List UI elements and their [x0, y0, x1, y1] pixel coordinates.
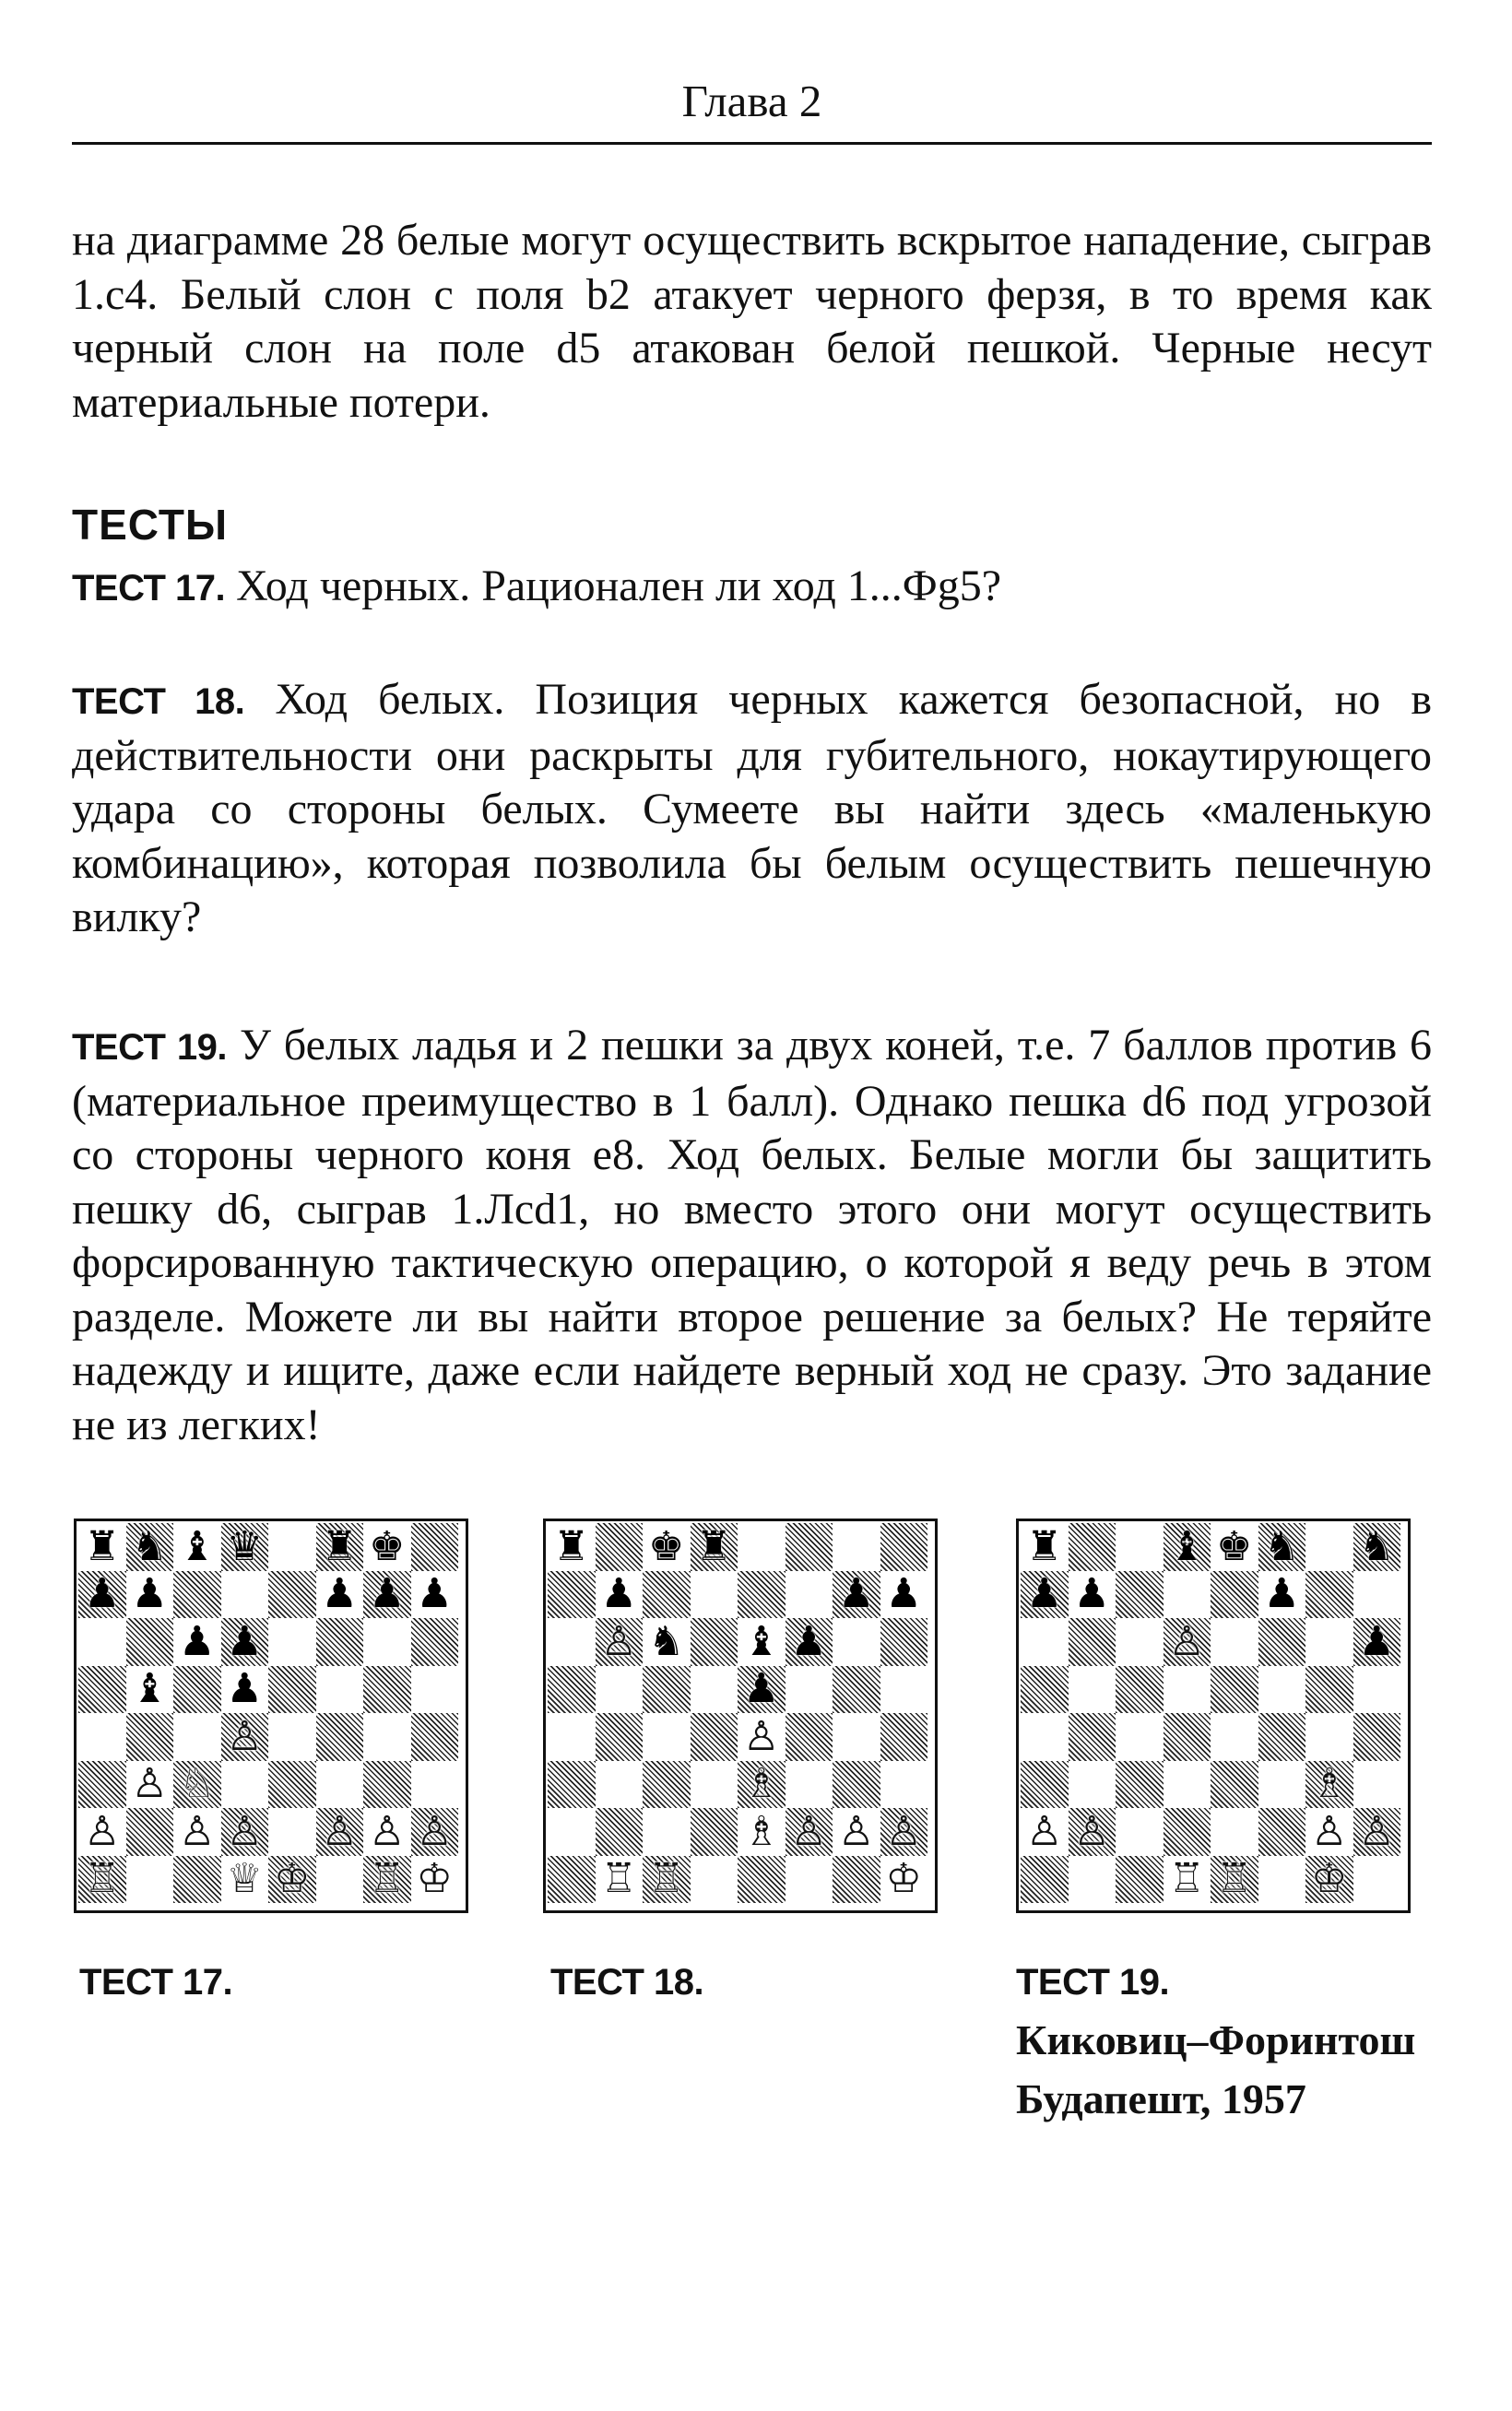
- board-square: [548, 1761, 596, 1809]
- board-square: [1021, 1856, 1069, 1904]
- board-square: [1069, 1713, 1116, 1761]
- board-square: [1164, 1666, 1211, 1714]
- board-square: [1305, 1523, 1353, 1571]
- white-rook-icon: ♖: [1168, 1855, 1205, 1903]
- white-pawn-icon: ♙: [1358, 1807, 1395, 1855]
- board-square: [643, 1713, 691, 1761]
- black-rook-icon: ♜: [553, 1522, 590, 1570]
- board-square: [1353, 1808, 1401, 1856]
- black-king-icon: ♚: [369, 1522, 406, 1570]
- white-pawn-icon: ♙: [416, 1807, 453, 1855]
- board-square: [786, 1666, 833, 1714]
- board-square: [786, 1713, 833, 1761]
- board-square: [880, 1618, 928, 1666]
- white-rook-icon: ♖: [648, 1855, 685, 1903]
- board-square: [1353, 1666, 1401, 1714]
- board-square: [833, 1618, 880, 1666]
- board-square: [548, 1666, 596, 1714]
- board-square: [173, 1523, 221, 1571]
- board-square: [126, 1856, 174, 1904]
- board-square: [691, 1523, 738, 1571]
- board-square: [738, 1761, 786, 1809]
- board-square: [738, 1571, 786, 1619]
- board-square: [78, 1618, 126, 1666]
- board-square: [363, 1571, 411, 1619]
- black-pawn-icon: ♟: [416, 1570, 453, 1618]
- board-square: [1164, 1571, 1211, 1619]
- chess-board: [78, 1523, 458, 1903]
- black-bishop-icon: ♝: [179, 1522, 216, 1570]
- white-pawn-icon: ♙: [885, 1807, 922, 1855]
- board-square: [173, 1761, 221, 1809]
- board-square: [126, 1618, 174, 1666]
- white-pawn-icon: ♙: [84, 1807, 121, 1855]
- diagram-caption-test-19: ТЕСТ 19.: [1016, 1962, 1170, 2003]
- board-square: [221, 1713, 269, 1761]
- board-square: [738, 1666, 786, 1714]
- board-square: [1353, 1571, 1401, 1619]
- black-rook-icon: ♜: [695, 1522, 732, 1570]
- board-square: [833, 1713, 880, 1761]
- board-square: [548, 1808, 596, 1856]
- board-square: [221, 1666, 269, 1714]
- board-square: [363, 1856, 411, 1904]
- board-square: [1305, 1808, 1353, 1856]
- board-square: [1353, 1761, 1401, 1809]
- board-square: [126, 1713, 174, 1761]
- board-square: [1305, 1666, 1353, 1714]
- board-square: [411, 1666, 459, 1714]
- board-square: [1021, 1761, 1069, 1809]
- board-square: [786, 1808, 833, 1856]
- black-king-icon: ♚: [1216, 1522, 1253, 1570]
- board-square: [1069, 1618, 1116, 1666]
- board-square: [880, 1571, 928, 1619]
- test-18-paragraph: [72, 673, 1432, 945]
- board-square: [268, 1523, 316, 1571]
- board-square: [548, 1856, 596, 1904]
- board-square: [126, 1666, 174, 1714]
- board-square: [1164, 1713, 1211, 1761]
- board-square: [596, 1856, 644, 1904]
- game-place-year: Будапешт, 1957: [1016, 2075, 1306, 2122]
- white-rook-icon: ♖: [600, 1855, 637, 1903]
- intro-text: на диаграмме 28 белые могут осуществить вскрытое нападение, сыграв 1.c4. Белый слон с поля b2 атакует черного ферзя, в то время как черный слон на поле d5 атакован белой пешкой. Черные несут материальные потери.: [72, 216, 1432, 427]
- board-square: [1258, 1761, 1306, 1809]
- black-pawn-icon: ♟: [131, 1570, 168, 1618]
- chess-diagram-test-17: [74, 1519, 468, 1913]
- white-bishop-icon: ♗: [1311, 1760, 1348, 1808]
- board-square: [738, 1713, 786, 1761]
- test-19-label: ТЕСТ 19.: [72, 1027, 228, 1068]
- black-bishop-icon: ♝: [743, 1617, 780, 1665]
- test-18-label: ТЕСТ 18.: [72, 681, 245, 722]
- black-king-icon: ♚: [648, 1522, 685, 1570]
- test-19-text: У белых ладья и 2 пешки за двух коней, т.е. 7 баллов против 6 (материальное преимущество в 1 балл). Однако пешка d6 под угрозой со стороны черного коня e8. Ход белых. Белые могли бы защитить пешку d6, сыграв 1.Лcd1, но вместо этого они могут осуществить форсированную тактическую операцию, о которой я веду речь в этом разделе. Можете ли вы найти второе решение за белых? Не теряйте надежду и ищите, даже если найдете верный ход не сразу. Это задание не из легких!: [72, 1021, 1433, 1449]
- board-square: [173, 1856, 221, 1904]
- intro-paragraph: [72, 214, 1432, 430]
- board-square: [1258, 1523, 1306, 1571]
- black-pawn-icon: ♟: [179, 1617, 216, 1665]
- board-square: [643, 1618, 691, 1666]
- white-pawn-icon: ♙: [838, 1807, 875, 1855]
- white-bishop-icon: ♗: [743, 1807, 780, 1855]
- board-square: [221, 1571, 269, 1619]
- black-bishop-icon: ♝: [1168, 1522, 1205, 1570]
- board-square: [548, 1571, 596, 1619]
- board-square: [268, 1713, 316, 1761]
- black-pawn-icon: ♟: [1263, 1570, 1300, 1618]
- white-pawn-icon: ♙: [1168, 1617, 1205, 1665]
- board-square: [411, 1618, 459, 1666]
- board-square: [1021, 1713, 1069, 1761]
- board-square: [1305, 1618, 1353, 1666]
- board-square: [596, 1666, 644, 1714]
- white-pawn-icon: ♙: [600, 1617, 637, 1665]
- board-square: [1069, 1523, 1116, 1571]
- board-square: [1116, 1713, 1164, 1761]
- board-square: [411, 1523, 459, 1571]
- board-square: [78, 1808, 126, 1856]
- board-square: [316, 1856, 364, 1904]
- chess-board: [1021, 1523, 1400, 1903]
- white-king-icon: ♔: [1311, 1855, 1348, 1903]
- board-square: [1069, 1666, 1116, 1714]
- diagram-caption-test-18: ТЕСТ 18.: [550, 1962, 704, 2003]
- black-pawn-icon: ♟: [885, 1570, 922, 1618]
- board-square: [363, 1761, 411, 1809]
- board-square: [78, 1666, 126, 1714]
- black-pawn-icon: ♟: [321, 1570, 358, 1618]
- board-square: [1069, 1808, 1116, 1856]
- board-square: [126, 1761, 174, 1809]
- board-square: [363, 1523, 411, 1571]
- white-pawn-icon: ♙: [790, 1807, 827, 1855]
- board-square: [1211, 1571, 1258, 1619]
- black-rook-icon: ♜: [1026, 1522, 1063, 1570]
- board-square: [363, 1713, 411, 1761]
- board-square: [596, 1808, 644, 1856]
- black-knight-icon: ♞: [648, 1617, 685, 1665]
- board-square: [411, 1808, 459, 1856]
- board-square: [316, 1713, 364, 1761]
- board-square: [1211, 1618, 1258, 1666]
- board-square: [738, 1856, 786, 1904]
- board-square: [221, 1761, 269, 1809]
- board-square: [880, 1808, 928, 1856]
- board-square: [1211, 1713, 1258, 1761]
- black-knight-icon: ♞: [131, 1522, 168, 1570]
- board-square: [738, 1523, 786, 1571]
- board-square: [316, 1808, 364, 1856]
- board-square: [1211, 1856, 1258, 1904]
- board-square: [1116, 1523, 1164, 1571]
- board-square: [1116, 1666, 1164, 1714]
- chapter-header: Глава 2: [681, 76, 822, 126]
- black-pawn-icon: ♟: [1358, 1617, 1395, 1665]
- board-square: [316, 1761, 364, 1809]
- board-square: [691, 1666, 738, 1714]
- board-square: [126, 1523, 174, 1571]
- section-title: ТЕСТЫ: [72, 501, 228, 549]
- board-square: [78, 1523, 126, 1571]
- black-pawn-icon: ♟: [369, 1570, 406, 1618]
- white-rook-icon: ♖: [84, 1855, 121, 1903]
- header-rule: [72, 142, 1432, 145]
- board-square: [316, 1523, 364, 1571]
- black-bishop-icon: ♝: [131, 1665, 168, 1713]
- board-square: [786, 1523, 833, 1571]
- board-square: [643, 1666, 691, 1714]
- board-square: [173, 1808, 221, 1856]
- board-square: [1258, 1856, 1306, 1904]
- board-square: [833, 1808, 880, 1856]
- board-square: [643, 1523, 691, 1571]
- board-square: [786, 1761, 833, 1809]
- board-square: [221, 1808, 269, 1856]
- board-square: [268, 1618, 316, 1666]
- board-square: [78, 1571, 126, 1619]
- test-17-paragraph: [72, 560, 1432, 616]
- board-square: [1116, 1761, 1164, 1809]
- board-square: [1211, 1761, 1258, 1809]
- board-square: [596, 1618, 644, 1666]
- board-square: [596, 1761, 644, 1809]
- board-square: [643, 1761, 691, 1809]
- board-square: [126, 1571, 174, 1619]
- board-square: [1116, 1808, 1164, 1856]
- board-square: [691, 1761, 738, 1809]
- board-square: [411, 1761, 459, 1809]
- board-square: [1305, 1761, 1353, 1809]
- board-square: [1305, 1856, 1353, 1904]
- black-pawn-icon: ♟: [838, 1570, 875, 1618]
- board-square: [1211, 1523, 1258, 1571]
- board-square: [1164, 1523, 1211, 1571]
- board-square: [1116, 1856, 1164, 1904]
- white-pawn-icon: ♙: [369, 1807, 406, 1855]
- white-pawn-icon: ♙: [179, 1807, 216, 1855]
- board-square: [1164, 1618, 1211, 1666]
- board-square: [1258, 1618, 1306, 1666]
- board-square: [691, 1713, 738, 1761]
- black-pawn-icon: ♟: [600, 1570, 637, 1618]
- board-square: [1116, 1618, 1164, 1666]
- white-king-icon: ♔: [274, 1855, 311, 1903]
- board-square: [880, 1713, 928, 1761]
- board-square: [548, 1523, 596, 1571]
- diagram-caption-test-17: ТЕСТ 17.: [79, 1962, 233, 2003]
- board-square: [1069, 1856, 1116, 1904]
- board-square: [268, 1856, 316, 1904]
- board-square: [643, 1571, 691, 1619]
- board-square: [78, 1713, 126, 1761]
- white-pawn-icon: ♙: [1073, 1807, 1110, 1855]
- board-square: [738, 1618, 786, 1666]
- board-square: [643, 1808, 691, 1856]
- board-square: [411, 1713, 459, 1761]
- board-square: [268, 1761, 316, 1809]
- white-pawn-icon: ♙: [321, 1807, 358, 1855]
- board-square: [1021, 1571, 1069, 1619]
- board-square: [173, 1713, 221, 1761]
- black-knight-icon: ♞: [1263, 1522, 1300, 1570]
- test-18-text: Ход белых. Позиция черных кажется безопасной, но в действительности они раскрыты для губительного, нокаутирующего удара со стороны белых. Сумеете вы найти здесь «маленькую комбинацию», которая позволила бы белым осуществить пешечную вилку?: [72, 675, 1433, 941]
- white-king-icon: ♔: [416, 1855, 453, 1903]
- board-square: [316, 1618, 364, 1666]
- chess-diagram-test-18: [543, 1519, 938, 1913]
- board-square: [1069, 1761, 1116, 1809]
- black-rook-icon: ♜: [321, 1522, 358, 1570]
- board-square: [221, 1856, 269, 1904]
- black-queen-icon: ♛: [226, 1522, 263, 1570]
- board-square: [173, 1618, 221, 1666]
- black-pawn-icon: ♟: [743, 1665, 780, 1713]
- board-square: [1353, 1523, 1401, 1571]
- board-square: [643, 1856, 691, 1904]
- board-square: [596, 1571, 644, 1619]
- white-rook-icon: ♖: [1216, 1855, 1253, 1903]
- black-pawn-icon: ♟: [790, 1617, 827, 1665]
- white-pawn-icon: ♙: [1026, 1807, 1063, 1855]
- board-square: [880, 1523, 928, 1571]
- black-rook-icon: ♜: [84, 1522, 121, 1570]
- test-19-paragraph: [72, 1019, 1432, 1452]
- board-square: [173, 1666, 221, 1714]
- board-square: [833, 1571, 880, 1619]
- board-square: [1353, 1618, 1401, 1666]
- white-rook-icon: ♖: [369, 1855, 406, 1903]
- board-square: [833, 1523, 880, 1571]
- board-square: [1021, 1666, 1069, 1714]
- board-square: [173, 1571, 221, 1619]
- board-square: [1258, 1808, 1306, 1856]
- board-square: [268, 1808, 316, 1856]
- black-pawn-icon: ♟: [1026, 1570, 1063, 1618]
- white-pawn-icon: ♙: [226, 1712, 263, 1760]
- white-king-icon: ♔: [885, 1855, 922, 1903]
- white-queen-icon: ♕: [226, 1855, 263, 1903]
- black-pawn-icon: ♟: [1073, 1570, 1110, 1618]
- board-square: [691, 1856, 738, 1904]
- white-pawn-icon: ♙: [743, 1712, 780, 1760]
- board-square: [1021, 1808, 1069, 1856]
- board-square: [880, 1761, 928, 1809]
- board-square: [738, 1808, 786, 1856]
- board-square: [1305, 1571, 1353, 1619]
- white-pawn-icon: ♙: [226, 1807, 263, 1855]
- board-square: [596, 1523, 644, 1571]
- board-square: [548, 1713, 596, 1761]
- black-pawn-icon: ♟: [226, 1617, 263, 1665]
- board-square: [1164, 1761, 1211, 1809]
- board-square: [1258, 1571, 1306, 1619]
- board-square: [268, 1666, 316, 1714]
- board-square: [1353, 1856, 1401, 1904]
- board-square: [833, 1856, 880, 1904]
- black-pawn-icon: ♟: [84, 1570, 121, 1618]
- test-17-label: ТЕСТ 17.: [72, 568, 226, 609]
- game-players: Киковиц–Форинтош: [1016, 2016, 1416, 2063]
- board-square: [1116, 1571, 1164, 1619]
- board-square: [411, 1571, 459, 1619]
- board-square: [268, 1571, 316, 1619]
- board-square: [1353, 1713, 1401, 1761]
- board-square: [1164, 1808, 1211, 1856]
- board-square: [880, 1666, 928, 1714]
- board-square: [411, 1856, 459, 1904]
- board-square: [221, 1523, 269, 1571]
- white-pawn-icon: ♙: [131, 1760, 168, 1808]
- board-square: [833, 1666, 880, 1714]
- white-pawn-icon: ♙: [1311, 1807, 1348, 1855]
- board-square: [1258, 1713, 1306, 1761]
- board-square: [1305, 1713, 1353, 1761]
- board-square: [1211, 1808, 1258, 1856]
- board-square: [691, 1571, 738, 1619]
- board-square: [786, 1856, 833, 1904]
- board-square: [1021, 1523, 1069, 1571]
- board-square: [78, 1761, 126, 1809]
- board-square: [316, 1571, 364, 1619]
- chess-diagram-test-19: [1016, 1519, 1411, 1913]
- board-square: [596, 1713, 644, 1761]
- board-square: [880, 1856, 928, 1904]
- black-pawn-icon: ♟: [226, 1665, 263, 1713]
- board-square: [363, 1618, 411, 1666]
- board-square: [691, 1808, 738, 1856]
- board-square: [221, 1618, 269, 1666]
- board-square: [1021, 1618, 1069, 1666]
- board-square: [1258, 1666, 1306, 1714]
- white-knight-icon: ♘: [179, 1760, 216, 1808]
- board-square: [1069, 1571, 1116, 1619]
- chess-board: [548, 1523, 927, 1903]
- board-square: [316, 1666, 364, 1714]
- test-17-text: Ход черных. Рационален ли ход 1...Фg5?: [236, 561, 1002, 610]
- board-square: [363, 1666, 411, 1714]
- board-square: [786, 1618, 833, 1666]
- board-square: [78, 1856, 126, 1904]
- white-bishop-icon: ♗: [743, 1760, 780, 1808]
- board-square: [363, 1808, 411, 1856]
- board-square: [1164, 1856, 1211, 1904]
- black-knight-icon: ♞: [1358, 1522, 1395, 1570]
- board-square: [126, 1808, 174, 1856]
- board-square: [691, 1618, 738, 1666]
- board-square: [1211, 1666, 1258, 1714]
- board-square: [548, 1618, 596, 1666]
- board-square: [833, 1761, 880, 1809]
- board-square: [786, 1571, 833, 1619]
